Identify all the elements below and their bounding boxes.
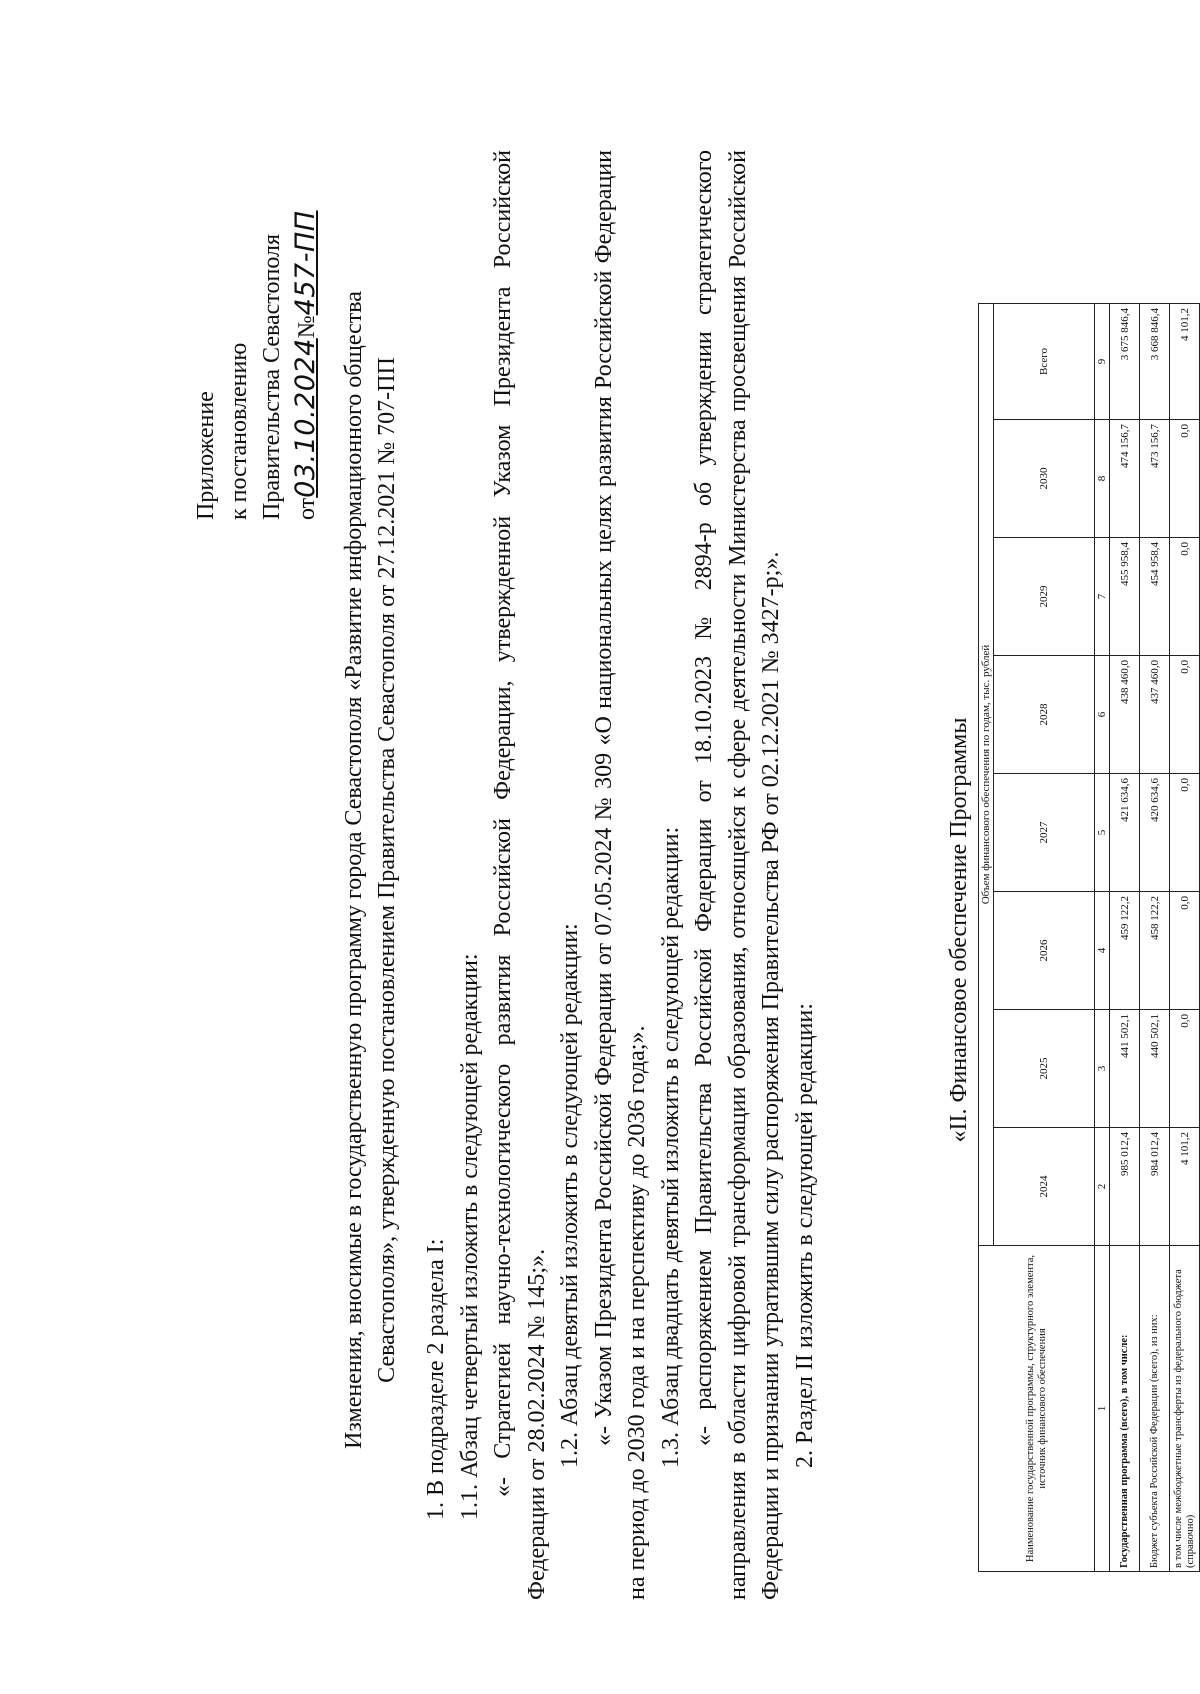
document-title	[338, 150, 404, 1590]
table-cell: 0,0	[1170, 774, 1200, 892]
index-cell: 8	[1095, 420, 1110, 538]
index-cell: 6	[1095, 656, 1110, 774]
table-cell: 454 958,4	[1140, 538, 1170, 656]
year-header: 2026	[994, 892, 1095, 1010]
table-index-row	[1095, 304, 1110, 1572]
table-cell: 984 012,4	[1140, 1128, 1170, 1246]
table-cell: 0,0	[1170, 1010, 1200, 1128]
section-title: «II. Финансовое обеспечение Программы	[946, 717, 972, 1143]
year-header: 2030	[994, 420, 1095, 538]
table-cell: 459 122,2	[1110, 892, 1140, 1010]
year-header: 2025	[994, 1010, 1095, 1128]
table-cell: 3 668 846,4	[1140, 304, 1170, 420]
paragraph-1-2: 1.2. Абзац девятый изложить в следующей редакции:	[557, 923, 583, 1468]
table-cell: 458 122,2	[1140, 892, 1170, 1010]
row-name: в том числе межбюджетные трансферты из федерального бюджета (справочно)	[1170, 1246, 1200, 1572]
table-cell: 421 634,6	[1110, 774, 1140, 892]
table-cell: 440 502,1	[1140, 1010, 1170, 1128]
table-cell: 0,0	[1170, 656, 1200, 774]
row-name: Бюджет субъекта Российской Федерации (всего), из них:	[1140, 1246, 1170, 1572]
name-header-line-1: Наименование государственной программы, структурного элемента,	[1024, 1255, 1036, 1563]
appendix-block	[190, 210, 324, 520]
year-header: 2028	[994, 656, 1095, 774]
handwritten-date: 03.10.2024	[290, 338, 321, 498]
index-cell: 4	[1095, 892, 1110, 1010]
paragraph-quote-3: «- распоряжением Правительства Российской Федерации от 18.10.2023 № 2894-р об утверждении стратегического направления в области цифровой трансформации образования, относящейся к сфере деятельности Министерства просвещения Российской Федерации и признании утратившим силу распоряжения Правительства РФ от 02.12.2021 № 3427-р;».	[691, 150, 784, 1600]
table-row	[1110, 304, 1140, 1572]
table-cell: 455 958,4	[1110, 538, 1140, 656]
table-cell: 420 634,6	[1140, 774, 1170, 892]
index-cell: 2	[1095, 1128, 1110, 1246]
paragraph-1-1: 1.1. Абзац четвертый изложить в следующей редакции:	[456, 953, 483, 1520]
row-name: Государственная программа (всего), в том числе:	[1110, 1246, 1140, 1572]
index-cell: 1	[1095, 1246, 1110, 1572]
document-page	[90, 110, 1196, 1610]
table-cell: 4 101,2	[1170, 304, 1200, 420]
index-cell: 9	[1095, 304, 1110, 420]
table-cell: 474 156,7	[1110, 420, 1140, 538]
year-header: 2029	[994, 538, 1095, 656]
table-cell: 985 012,4	[1110, 1128, 1140, 1246]
appendix-line-4	[289, 210, 324, 520]
table-cell: 441 502,1	[1110, 1010, 1140, 1128]
paragraph-2: 2. Раздел II изложить в следующей редакции:	[791, 1003, 818, 1468]
paragraph-quote-1: «- Стратегией научно-технологического развития Российской Федерации, утвержденной Указом Президента Российской Федерации от 28.02.2024 № 145;».	[490, 150, 550, 1600]
appendix-line-2: к постановлению	[226, 342, 252, 520]
table-cell: 438 460,0	[1110, 656, 1140, 774]
table-cell: 3 675 846,4	[1110, 304, 1140, 420]
title-line-2: Севастополя», утвержденную постановлением Правительства Севастополя от 27.12.2021 № 707-ПП	[374, 357, 400, 1383]
handwritten-number: 457-ПП	[290, 210, 321, 316]
year-header: 2027	[994, 774, 1095, 892]
table-cell: 0,0	[1170, 538, 1200, 656]
table-row	[1170, 304, 1200, 1572]
table-header-row-1	[979, 304, 994, 1572]
table-cell: 0,0	[1170, 420, 1200, 538]
table-cell: 4 101,2	[1170, 1128, 1200, 1246]
appendix-line-1: Приложение	[193, 391, 219, 520]
name-header-line-2: источник финансового обеспечения	[1036, 1328, 1048, 1489]
index-cell: 5	[1095, 774, 1110, 892]
table-cell: 473 156,7	[1140, 420, 1170, 538]
total-header: Всего	[994, 304, 1095, 420]
appendix-ot: от	[294, 497, 320, 520]
table-cell: 437 460,0	[1140, 656, 1170, 774]
year-header: 2024	[994, 1128, 1095, 1246]
index-cell: 3	[1095, 1010, 1110, 1128]
number-sign: №	[294, 315, 320, 339]
paragraph-quote-2: «- Указом Президента Российской Федерации от 07.05.2024 № 309 «О национальных целях развития Российской Федерации на период до 2030 года и на перспективу до 2036 года;».	[590, 150, 650, 1600]
appendix-line-3: Правительства Севастополя	[259, 233, 285, 520]
title-line-1: Изменения, вносимые в государственную программу города Севастополя «Развитие информационного общества	[341, 291, 367, 1449]
financing-table	[978, 303, 1200, 1572]
table-row	[1140, 304, 1170, 1572]
paragraph-1: 1. В подразделе 2 раздела I:	[423, 1238, 449, 1520]
name-column-header	[979, 1246, 1095, 1572]
group-header: Объем финансового обеспечения по годам, тыс. рублей	[979, 304, 994, 1246]
document-body	[420, 150, 822, 1600]
index-cell: 7	[1095, 538, 1110, 656]
paragraph-1-3: 1.3. Абзац двадцать девятый изложить в следующей редакции:	[657, 826, 684, 1468]
table-cell: 0,0	[1170, 892, 1200, 1010]
